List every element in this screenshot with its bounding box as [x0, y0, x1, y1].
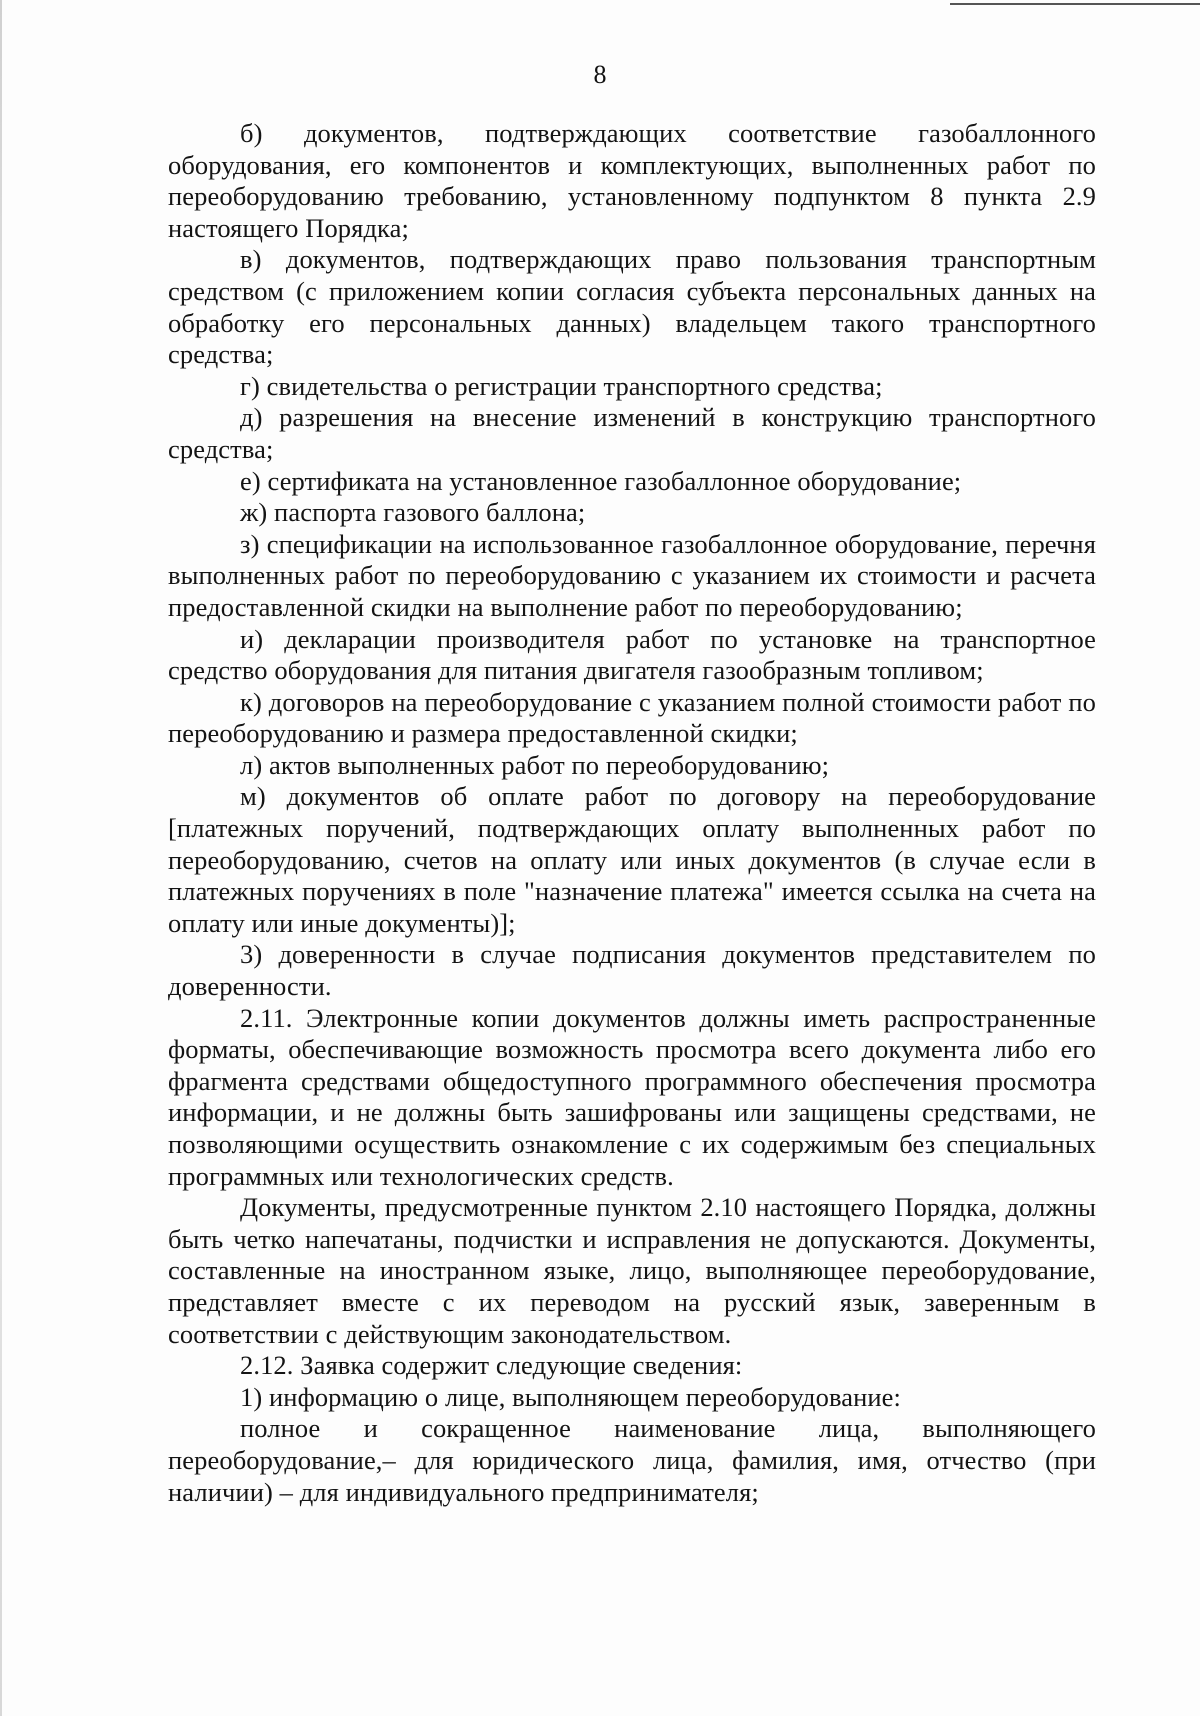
paragraph-g: г) свидетельства о регистрации транспортного средства; — [240, 370, 883, 401]
paragraph-k: к) договоров на переоборудование с указанием полной стоимости работ по переоборудованию и размера предоставленной скидки; — [168, 686, 1096, 749]
paragraph-2-11: 2.11. Электронные копии документов должны иметь распространенные форматы, обеспечивающие возможность просмотра всего документа либо его фрагмента средствами общедоступного программного обеспечения просмотра информации, и не должны быть зашифрованы или защищены средствами, не позволяющими осуществить ознакомление с их содержимым без специальных программных или технологических средств. — [168, 1002, 1096, 1191]
paragraph-full-name: полное и сокращенное наименование лица, выполняющего переоборудование,– для юридического лица, фамилия, имя, отчество (при наличии) – для индивидуального предпринимателя; — [168, 1413, 1096, 1507]
paragraph-i: и) декларации производителя работ по установке на транспортное средство оборудования для питания двигателя газообразным топливом; — [168, 623, 1096, 686]
paragraph-l: л) актов выполненных работ по переоборудованию; — [240, 749, 830, 780]
paragraph-2-12: 2.12. Заявка содержит следующие сведения: — [240, 1350, 743, 1381]
page-number: 8 — [593, 60, 607, 89]
paragraph-3: 3) доверенности в случае подписания документов представителем по доверенности. — [168, 939, 1096, 1002]
paragraph-1: 1) информацию о лице, выполняющем переоборудование: — [240, 1381, 901, 1412]
paragraph-zh: ж) паспорта газового баллона; — [240, 497, 586, 528]
paragraph-e: е) сертификата на установленное газобаллонное оборудование; — [240, 465, 962, 496]
paragraph-documents: Документы, предусмотренные пунктом 2.10 настоящего Порядка, должны быть четко напечатаны, подчистки и исправления не допускаются. Документы, составленные на иностранном языке, лицо, выполняющее переоборудование, представляет вместе с их переводом на русский язык, заверенным в соответствии с действующим законодательством. — [168, 1192, 1096, 1349]
paragraph-v: в) документов, подтверждающих право пользования транспортным средством (с приложением копии согласия субъекта персональных данных на обработку его персональных данных) владельцем такого транспортного средства; — [168, 244, 1096, 370]
document-body — [168, 118, 1096, 1508]
paragraph-m: м) документов об оплате работ по договору на переоборудование [платежных поручений, подтверждающих оплату выполненных работ по переоборудованию, счетов на оплату или иных документов (в случае если в платежных поручениях в поле "назначение платежа" имеется ссылка на счета на оплату или иные документы)]; — [168, 781, 1096, 938]
paragraph-b: б) документов, подтверждающих соответствие газобаллонного оборудования, его компонентов и комплектующих, выполненных работ по переоборудованию требованию, установленному подпунктом 8 пункта 2.9 настоящего Порядка; — [168, 118, 1096, 243]
scan-edge — [0, 0, 2, 1716]
scan-artifact-line — [950, 3, 1200, 5]
paragraph-d: д) разрешения на внесение изменений в конструкцию транспортного средства; — [168, 402, 1096, 464]
paragraph-z: з) спецификации на использованное газобаллонное оборудование, перечня выполненных работ по переоборудованию с указанием их стоимости и расчета предоставленной скидки на выполнение работ по переоборудованию; — [168, 528, 1096, 622]
